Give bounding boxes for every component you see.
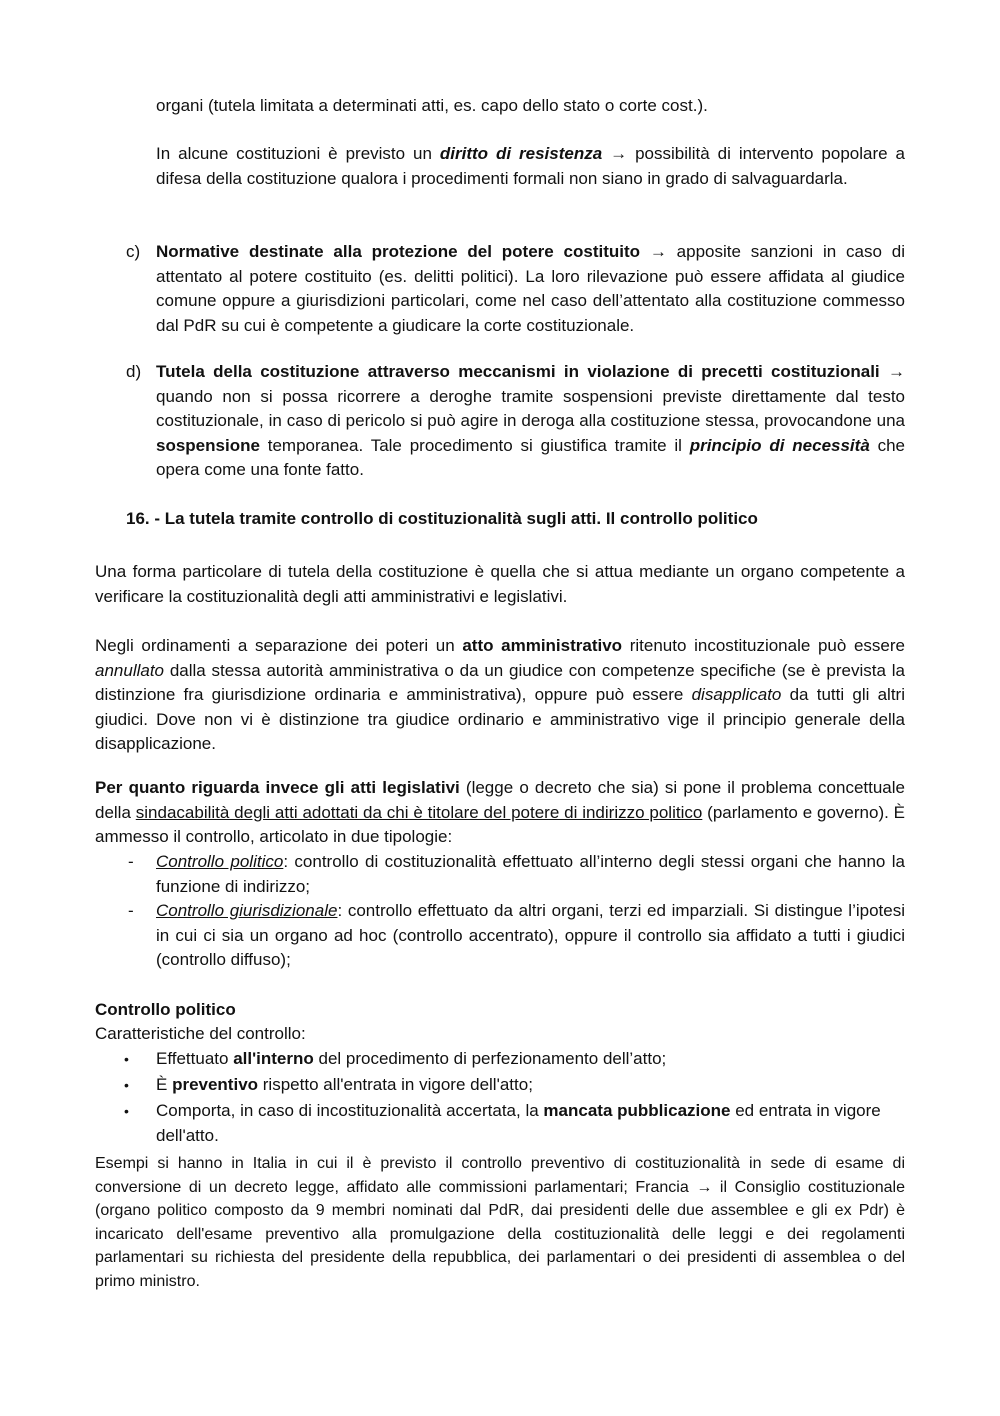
paragraph-atti-legislativi: Per quanto riguarda invece gli atti legislativi (legge o decreto che sia) si pone il problema concettuale della sindacabilità degli atti adottati da chi è titolare del potere di indirizzo politico (parlamento e governo). È ammesso il controllo, articolato in due tipologie: <box>95 778 906 846</box>
paragraph-intro: organi (tutela limitata a determinati atti, es. capo dello stato o corte cost.). <box>156 96 708 115</box>
term-diritto-resistenza: diritto di resistenza <box>439 144 603 163</box>
dash-item-controllo-giurisdizionale: Controllo giurisdizionale: controllo effettuato da altri organi, terzi ed imparziali. Si distingue l’ipotesi in cui ci sia un organo ad hoc (controllo accentrato), oppure il controllo sia affidato a tutti i giudici (controllo diffuso); <box>156 901 906 969</box>
list-marker-c: c) <box>126 242 141 261</box>
list-item-d: Tutela della costituzione attraverso meccanismi in violazione di precetti costituzionali → quando non si possa ricorrere a deroghe tramite sospensioni previste direttamente dal testo costituzionale, in caso di pericolo si può agire in deroga alla costituzione stessa, provocandone una sospensione temporanea. Tale procedimento si giustifica tramite il principio di necessità che opera come una fonte fatto. <box>156 362 906 479</box>
characteristics-label: Caratteristiche del controllo: <box>95 1024 306 1043</box>
dash-item-controllo-politico: Controllo politico: controllo di costituzionalità effettuato all’interno degli stessi organi che hanno la funzione di indirizzo; <box>156 852 905 896</box>
bullet-marker-1: • <box>124 1051 129 1067</box>
paragraph-atto-amministrativo: Negli ordinamenti a separazione dei poteri un atto amministrativo ritenuto incostituzionale può essere annullato dalla stessa autorità amministrativa o da un giudice con competenze specifiche (se è prevista la distinzione fra giurisdizione ordinaria e amministrativa), oppure può essere disapplicato da tutti gli altri giudici. Dove non vi è distinzione tra giudice ordinario e amministrativo vige il principio generale della disapplicazione. <box>95 636 906 753</box>
bullet-marker-3: • <box>124 1103 129 1119</box>
paragraph-esempi: Esempi si hanno in Italia in cui il è previsto il controllo preventivo di costituzionalità in sede di esame di conversione di un decreto legge, affidato alle commissioni parlamentari; Francia → il Consiglio costituzionale (organo politico composto da 9 membri nominati dal PdR, dai presidenti delle due assemblee e gli ex Pdr) è incaricato dell'esame preventivo alla promulgazione della costituzionalità delle leggi e dei regolamenti parlamentari su richiesta del presidente della repubblica, dei parlamentari o dei presidenti di assemblea o del primo ministro. <box>95 1155 905 1290</box>
paragraph-diritto-resistenza: In alcune costituzioni è previsto un diritto di resistenza → possibilità di intervento popolare a difesa della costituzione qualora i procedimenti formali non siano in grado di salvaguardarla. <box>156 144 905 188</box>
list-marker-d: d) <box>126 362 142 381</box>
sub-heading: Controllo politico <box>95 1000 236 1019</box>
section-heading: 16. - La tutela tramite controllo di costituzionalità sugli atti. Il controllo politico <box>126 509 758 528</box>
list-item-c: Normative destinate alla protezione del potere costituito → apposite sanzioni in caso di attentato al potere costituito (es. delitti politici). La loro rilevazione può essere affidata al giudice comune oppure a giurisdizioni particolari, come nel caso dell’attentato alla costituzione commesso dal PdR su cui è competente a giudicare la corte costituzionale. <box>156 242 905 335</box>
dash-marker-1: - <box>128 852 134 871</box>
bullet-item-3: Comporta, in caso di incostituzionalità accertata, la mancata pubblicazione ed entrata in vigore dell'atto. <box>156 1101 881 1145</box>
bullet-item-2: È preventivo rispetto all'entrata in vigore dell'atto; <box>156 1075 533 1094</box>
bullet-marker-2: • <box>124 1077 129 1093</box>
paragraph-forma-particolare: Una forma particolare di tutela della costituzione è quella che si attua mediante un organo competente a verificare la costituzionalità degli atti amministrativi e legislativi. <box>95 562 905 606</box>
bullet-item-1: Effettuato all'interno del procedimento di perfezionamento dell’atto; <box>156 1049 667 1068</box>
dash-marker-2: - <box>128 901 134 920</box>
